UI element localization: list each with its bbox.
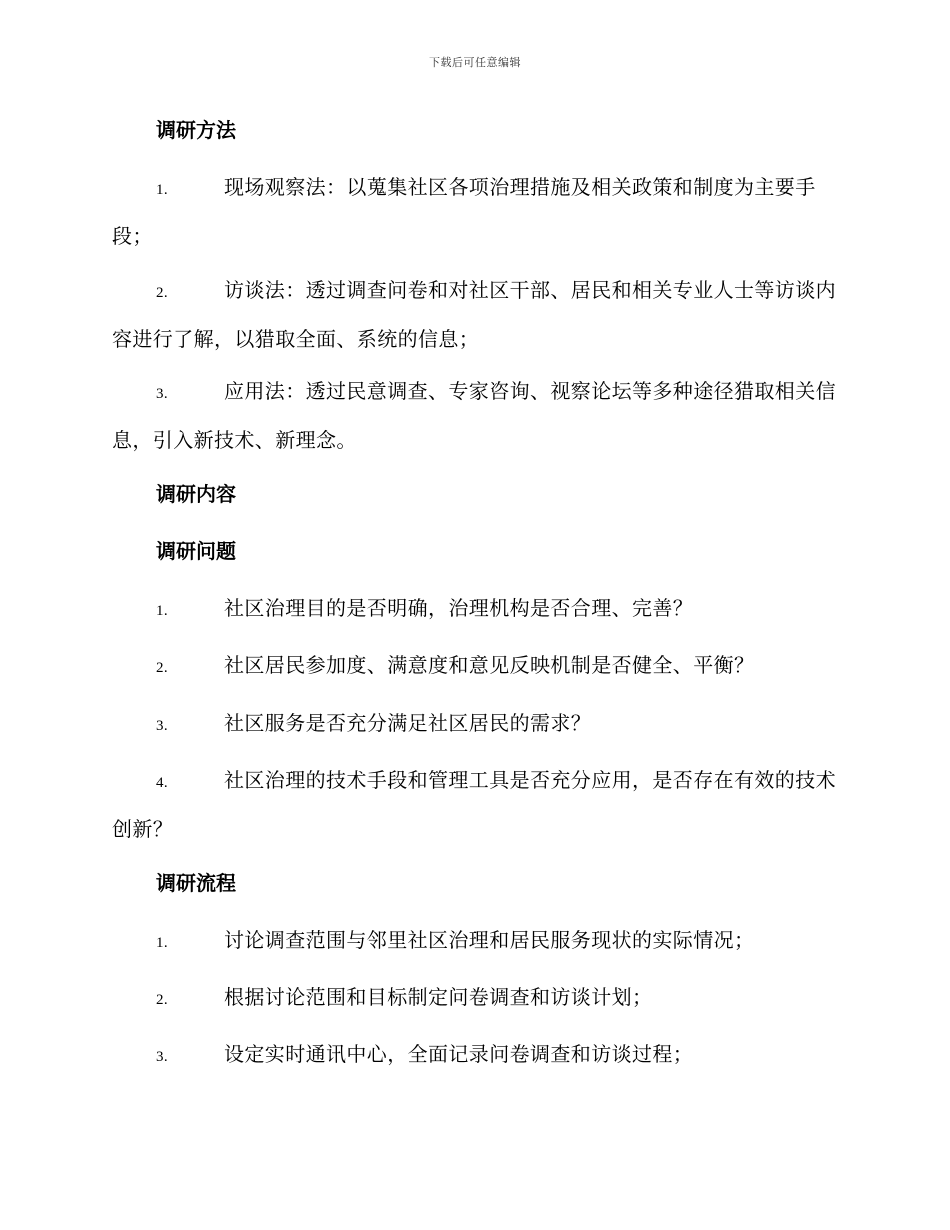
list-number: 1. [156, 182, 169, 198]
questions-item-1 [112, 585, 836, 634]
list-item-text: 社区居民参加度、满意度和意见反映机制是否健全、平衡？ [224, 653, 755, 677]
list-item-text: 应用法：透过民意调查、专家咨询、视察论坛等多种途径猎取相关信息，引入新技术、新理念。 [112, 379, 836, 452]
list-number: 1. [156, 603, 169, 619]
questions-item-2 [112, 642, 836, 691]
questions-item-4 [112, 757, 836, 852]
list-item-text: 设定实时通讯中心，全面记录问卷调查和访谈过程； [224, 1042, 694, 1066]
list-number: 4. [156, 775, 169, 791]
list-item-text: 社区服务是否充分满足社区居民的需求？ [224, 711, 592, 735]
process-item-2 [112, 974, 836, 1023]
methods-item-1 [112, 164, 836, 259]
list-item-text: 根据讨论范围和目标制定问卷调查和访谈计划； [224, 985, 653, 1009]
list-number: 2. [156, 285, 169, 301]
section-heading-content: 调研内容 [156, 482, 236, 506]
process-item-1 [112, 917, 836, 966]
section-heading-questions: 调研问题 [156, 539, 236, 563]
list-item-text: 讨论调查范围与邻里社区治理和居民服务现状的实际情况； [224, 928, 755, 952]
methods-item-2 [112, 267, 836, 362]
list-number: 2. [156, 660, 169, 676]
list-item-text: 现场观察法：以蒐集社区各项治理措施及相关政策和制度为主要手段； [112, 175, 816, 248]
list-number: 1. [156, 935, 169, 951]
list-item-text: 社区治理目的是否明确，治理机构是否合理、完善？ [224, 596, 694, 620]
methods-item-3 [112, 368, 836, 463]
list-item-text: 访谈法：透过调查问卷和对社区干部、居民和相关专业人士等访谈内容进行了解，以猎取全面、系统的信息； [112, 278, 836, 351]
list-number: 3. [156, 386, 169, 402]
page-header: 下载后可任意编辑 [429, 56, 521, 69]
list-number: 3. [156, 1049, 169, 1065]
list-item-text: 社区治理的技术手段和管理工具是否充分应用，是否存在有效的技术创新？ [112, 768, 836, 841]
list-number: 2. [156, 992, 169, 1008]
process-item-3 [112, 1031, 836, 1080]
section-heading-methods: 调研方法 [156, 118, 236, 142]
list-number: 3. [156, 718, 169, 734]
questions-item-3 [112, 700, 836, 749]
section-heading-process: 调研流程 [156, 871, 236, 895]
